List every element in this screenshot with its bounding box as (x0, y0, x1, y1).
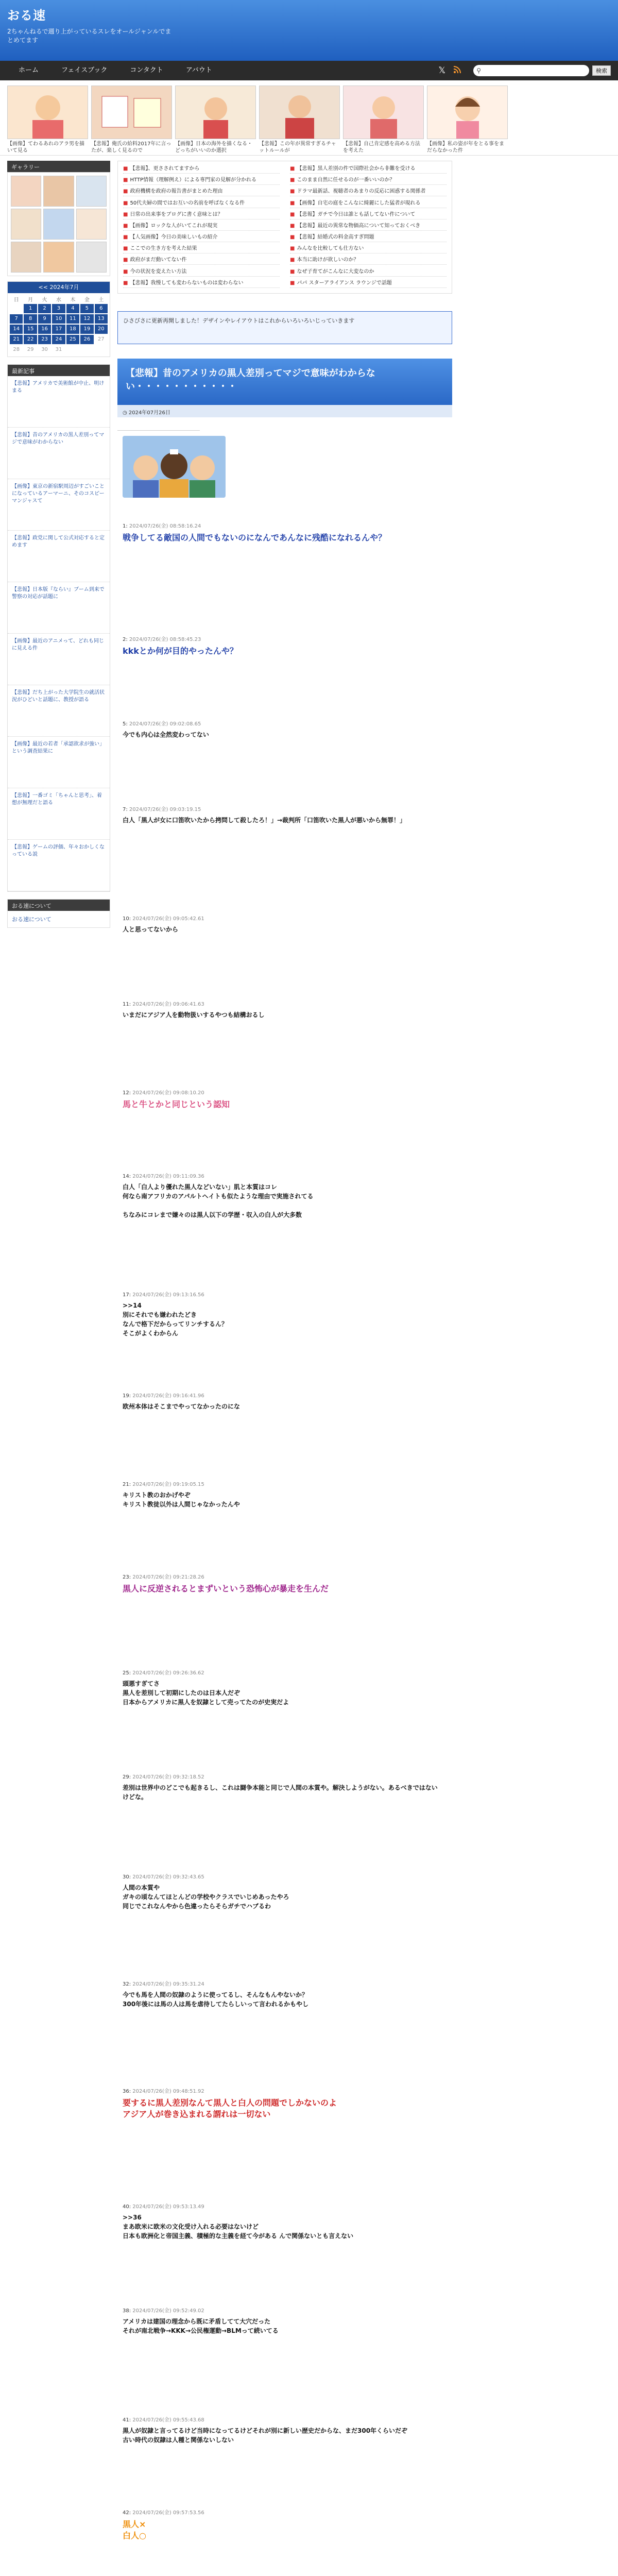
comment-date: 2024/07/26(金) 08:58:45.23 (129, 637, 201, 642)
calendar-day[interactable]: 11 (66, 314, 79, 324)
bullet-icon: ■ (290, 246, 295, 252)
pickup-card[interactable] (427, 86, 508, 154)
recent-post-link[interactable]: 【画像】最近の若者「承認欲求が強い」という調査結果に (8, 737, 110, 788)
search-button[interactable]: 検索 (592, 65, 611, 76)
comment (123, 1088, 442, 1110)
comment-body: 黒人× 白人○ (123, 2519, 146, 2540)
comment-number: 29: (123, 1774, 131, 1780)
pickup-title[interactable]: 【悲報】この年が異常すぎるチャットルールが (259, 141, 336, 154)
headline-link[interactable]: ■ なぜ子育てがこんなに大変なのか (290, 267, 447, 277)
calendar-dow: 木 (70, 297, 76, 303)
headline-link[interactable]: ■ ここでの生き方を考えた結果 (123, 244, 280, 253)
gallery-image[interactable] (43, 209, 74, 240)
calendar-day[interactable]: 7 (10, 314, 23, 324)
calendar-day[interactable]: 13 (95, 314, 108, 324)
comment-body: 今でも馬を人間の奴隷のように使ってるし、そんなもんやないか？ 300年後には馬の人は馬を虐待してたらしいって言われるかもやし (123, 1991, 309, 2008)
calendar-day[interactable]: 19 (80, 325, 93, 334)
nav-facebook[interactable]: フェイスブック (61, 66, 108, 74)
main-content (117, 161, 452, 2540)
comment-date: 2024/07/26(金) 09:32:18.52 (132, 1774, 204, 1780)
gallery-image[interactable] (43, 242, 74, 273)
bullet-icon: ■ (123, 166, 128, 172)
calendar-day[interactable]: 17 (52, 325, 65, 334)
comment-body: kkkとか何が目的やったんや？ (123, 646, 238, 656)
comment (123, 635, 442, 657)
about-title: おる速について (8, 900, 110, 911)
calendar-day[interactable]: 2 (38, 304, 51, 313)
article-meta (117, 405, 452, 417)
comment (123, 2508, 442, 2541)
calendar-day[interactable]: 22 (24, 335, 37, 344)
bullet-icon: ■ (123, 177, 128, 183)
about-link[interactable]: おる速について (12, 916, 52, 923)
headline-link[interactable]: ■ 日常の出来事をブログに書く意味とは？ (123, 210, 280, 219)
comment-date: 2024/07/26(金) 09:06:41.63 (132, 1002, 204, 1007)
comment-number: 40: (123, 2204, 131, 2210)
headline-link[interactable]: ■ 【悲報】、更さされてますから (123, 164, 280, 174)
calendar-day[interactable]: 6 (95, 304, 108, 313)
bullet-icon: ■ (290, 257, 295, 263)
bullet-icon: ■ (123, 223, 128, 229)
headline-link[interactable]: ■ 【悲報】結婚式の料金高すぎ問題 (290, 233, 447, 242)
pickup-title[interactable]: 【画像】私の姿が年をとる事をまだらなかった件 (427, 141, 504, 154)
x-twitter-icon[interactable]: 𝕏 (438, 65, 446, 76)
calendar-day[interactable]: 1 (24, 304, 37, 313)
comment-body: >>36 まあ欧米に欧米の文化受け入れる必要はないけど 日本も欧洲化と帝国主義、積極的な主義を経て今がある んで関係ないとも言えない (123, 2214, 354, 2240)
comment-date: 2024/07/26(金) 09:53:13.49 (132, 2204, 204, 2210)
comment (123, 2202, 442, 2241)
recent-post-link[interactable]: 【悲報】一番ゴミ「ちゃんと思考」、着想が無理だと語る (8, 788, 110, 840)
comment-body: 馬と牛とかと同じという認知 (123, 1099, 230, 1109)
comment (123, 719, 442, 739)
comment (123, 2415, 442, 2445)
comment-date: 2024/07/26(金) 09:26:36.62 (132, 1670, 204, 1676)
bullet-icon: ■ (123, 268, 128, 275)
calendar (7, 281, 110, 357)
calendar-day[interactable]: 16 (38, 325, 51, 334)
headline-link[interactable]: ■ 【悲報】最近の異常な物価高について知っておくべき (290, 222, 447, 231)
about-widget (7, 899, 110, 928)
comment-body: 頭悪すぎてさ 黒人を差別して初期にしたのは日本人だぞ 日本からアメリカに黒人を奴隷として売ってたのが史実だよ (123, 1680, 289, 1706)
calendar-day[interactable]: 23 (38, 335, 51, 344)
bullet-icon: ■ (290, 223, 295, 229)
bullet-icon: ■ (123, 200, 128, 206)
comment (123, 1872, 442, 1911)
headline-list (117, 161, 452, 294)
comment-date: 2024/07/26(金) 09:19:05.15 (132, 1482, 204, 1487)
headline-link[interactable]: ■ 【悲報】黒人差別の件で国際社会から非難を受ける (290, 164, 447, 174)
comment-number: 14: (123, 1174, 131, 1179)
headline-link[interactable]: ■ 【画像】ロックな人がいてこれが現実 (123, 222, 280, 231)
bullet-icon: ■ (290, 166, 295, 172)
calendar-day[interactable]: 15 (24, 325, 37, 334)
calendar-dow: 水 (56, 297, 61, 303)
comment-body: アメリカは建国の理念から既に矛盾してて大穴だった それが南北戦争→KKK→公民権運動→BLMって続いてる (123, 2318, 279, 2334)
comment-body: 白人「白人より優れた黒人などいない」肌と本質はコレ 何なら南アフリカのアパルトヘイトも似たような理由で実施されてる ちなみにコレまで嫌々のは黒人以下の学歴・収入の白人が大多数 (123, 1183, 314, 1218)
comment-number: 5: (123, 721, 128, 727)
pickup-title[interactable]: 【画像】日本の海外を描くなる・どっちがいいのか選択 (175, 141, 252, 154)
calendar-dow: 土 (98, 297, 104, 303)
calendar-dow: 日 (13, 297, 19, 303)
article-image (123, 436, 226, 498)
bullet-icon: ■ (290, 280, 295, 286)
comment-number: 38: (123, 2308, 131, 2314)
gallery-image[interactable] (11, 209, 41, 240)
calendar-day[interactable]: 21 (10, 335, 23, 344)
calendar-day[interactable]: 10 (52, 314, 65, 324)
comment (123, 1668, 442, 1707)
recent-post-link[interactable]: 【画像】最近のアニメって、どれも同じに見える件 (8, 634, 110, 685)
comment-body: 今でも内心は全然変わってない (123, 731, 209, 738)
comment-date: 2024/07/26(金) 09:02:08.65 (129, 721, 201, 727)
headline-link[interactable]: ■ 本当に助けが欲しいのか？ (290, 256, 447, 265)
calendar-day[interactable]: 24 (52, 335, 65, 344)
recent-posts-title: 最新記事 (8, 365, 110, 376)
search-input[interactable] (483, 66, 586, 75)
calendar-dow: 月 (28, 297, 33, 303)
comment (123, 1480, 442, 1509)
comment-date: 2024/07/26(金) 09:32:43.65 (132, 1874, 204, 1880)
comment-number: 7: (123, 807, 128, 812)
headline-link[interactable]: ■ このまま自然に任せるのが一番いいのか？ (290, 176, 447, 185)
pickup-title[interactable]: 【悲報】自己肯定感を高める方法を考えた (343, 141, 420, 154)
headline-link[interactable]: ■ みんなを比較しても仕方ない (290, 244, 447, 253)
calendar-day[interactable]: 8 (24, 314, 37, 324)
comment-number: 30: (123, 1874, 131, 1880)
comment-date: 2024/07/26(金) 08:58:16.24 (129, 523, 201, 529)
headline-link[interactable]: ■ 今の状況を変えたい方法 (123, 267, 280, 277)
headline-link[interactable]: ■ 【人気画像】今日の美味しいもの紹介 (123, 233, 280, 242)
comment-date: 2024/07/26(金) 09:08:10.20 (132, 1090, 204, 1096)
nav-about[interactable]: アバウト (185, 66, 212, 74)
comment-date: 2024/07/26(金) 09:35:31.24 (132, 1981, 204, 1987)
bullet-icon: ■ (123, 211, 128, 217)
headline-link[interactable]: ■ 政府機構を政府の報告書がまとめた理由 (123, 187, 280, 196)
comment (123, 2306, 442, 2335)
recent-post-link[interactable]: 【悲報】だち上がった大学院生の就活状況がひどいと話題に、教授が語る (8, 685, 110, 737)
calendar-day: 31 (52, 345, 65, 354)
comment (123, 2087, 442, 2120)
headline-link[interactable]: ■ 政府がまだ動いてない件 (123, 256, 280, 265)
comment-body: 人と思ってないから (123, 926, 179, 933)
headline-link[interactable]: ■ ドラマ最新話、視聴者のあまりの反応に困惑する関係者 (290, 187, 447, 196)
comment (123, 1572, 442, 1595)
bullet-icon: ■ (123, 257, 128, 263)
recent-post-link[interactable]: 【悲報】アメリカで美術館が中止、明けまる (8, 376, 110, 428)
bullet-icon: ■ (290, 268, 295, 275)
global-nav (0, 61, 618, 80)
comment-body: 白人「黒人が女に口笛吹いたから拷問して殺したろ！」→裁判所「口笛吹いた黒人が悪いから無罪！」 (123, 817, 406, 824)
comment-body: 黒人が奴隷と言ってるけど当時になってるけどそれが別に新しい歴史だからな、まだ300年くらいだぞ 古い時代の奴隷は人種と関係ないしない (123, 2427, 408, 2444)
gallery-image[interactable] (76, 242, 107, 273)
calendar-header[interactable]: << 2024年7月 (8, 282, 110, 293)
comment-body: 欧州本体はそこまでやってなかったのにな (123, 1403, 241, 1410)
comment-date: 2024/07/26(金) 09:05:42.61 (132, 916, 204, 922)
bullet-icon: ■ (123, 280, 128, 286)
calendar-day[interactable]: 12 (80, 314, 93, 324)
comment (123, 1391, 442, 1411)
article-title[interactable]: 【悲報】昔のアメリカの黒人差別ってマジで意味がわからない・・・・・・・・・・・ (126, 368, 375, 392)
pickup-card[interactable] (343, 86, 424, 154)
pickup-strip (0, 80, 618, 156)
comment-number: 10: (123, 916, 131, 922)
recent-post-link[interactable]: 【悲報】昔のアメリカの黒人差別ってマジで意味がわからない (8, 428, 110, 479)
article-header (117, 359, 452, 405)
recent-posts (7, 364, 110, 892)
comment (123, 914, 442, 934)
bullet-icon: ■ (290, 234, 295, 241)
comment-number: 17: (123, 1292, 131, 1298)
gallery-image[interactable] (43, 176, 74, 207)
comment-number: 42: (123, 2510, 131, 2516)
comment-body: 差別は世界中のどこでも起きるし、これは闘争本能と同じで人間の本質や。解決しようがない。あるべきではないけどな。 (123, 1784, 438, 1801)
comment-date: 2024/07/26(金) 09:11:09.36 (132, 1174, 204, 1179)
comment-body: いまだにアジア人を動物扱いするやつも結構おるし (123, 1011, 265, 1019)
comment-body: >>14 別にそれでも嫌われたどき なんで格下だからってリンチするん？ そこがよくわからん (123, 1302, 228, 1337)
comment-body: 要するに黒人差別なんて黒人と白人の問題でしかないのよ アジア人が巻き込まれる謂れは一切ない (123, 2098, 337, 2119)
headline-link[interactable]: ■ 50代夫婦の間ではお互いの名前を呼ばなくなる件 (123, 199, 280, 208)
bullet-icon: ■ (290, 211, 295, 217)
comment-number: 12: (123, 1090, 131, 1096)
gallery-image[interactable] (11, 242, 41, 273)
recent-post-link[interactable]: 【画像】東京の新宿駅周辺がすごいことになっているアーマーニ、そのコスピーマンジャスて (8, 479, 110, 531)
comment (123, 805, 442, 825)
bullet-icon: ■ (290, 177, 295, 183)
comment-date: 2024/07/26(金) 09:48:51.92 (132, 2089, 204, 2094)
calendar-day: 28 (10, 345, 23, 354)
gallery-image[interactable] (76, 209, 107, 240)
gallery-title: ギャラリー (7, 161, 110, 172)
comment (123, 1772, 442, 1802)
headline-link[interactable]: ■ HTTP情報（理解例え）による専門家の見解が分かれる (123, 176, 280, 185)
recent-post-link[interactable]: 【悲報】ゲームの評価、年々おかしくなっている説 (8, 840, 110, 891)
rss-icon[interactable] (450, 65, 465, 76)
calendar-day[interactable]: 3 (52, 304, 65, 313)
comment (123, 521, 442, 544)
bullet-icon: ■ (123, 189, 128, 195)
calendar-grid (8, 293, 110, 357)
pickup-thumbnail[interactable] (91, 86, 172, 139)
calendar-day (10, 304, 23, 313)
calendar-day[interactable]: 9 (38, 314, 51, 324)
gallery-image[interactable] (11, 176, 41, 207)
comment-date: 2024/07/26(金) 09:16:41.96 (132, 1393, 204, 1399)
calendar-day: 29 (24, 345, 37, 354)
pickup-thumbnail[interactable] (175, 86, 256, 139)
calendar-day[interactable]: 25 (66, 335, 79, 344)
comment-number: 19: (123, 1393, 131, 1399)
search-icon: ⚲ (476, 67, 481, 74)
pickup-card[interactable] (7, 86, 88, 154)
bullet-icon: ■ (123, 246, 128, 252)
pickup-thumbnail[interactable] (7, 86, 88, 139)
comment-number: 1: (123, 523, 128, 529)
comment-number: 25: (123, 1670, 131, 1676)
pickup-card[interactable] (259, 86, 340, 154)
bullet-icon: ■ (290, 200, 295, 206)
bullet-icon: ■ (123, 234, 128, 241)
comment-number: 41: (123, 2417, 131, 2423)
comment-number: 23: (123, 1574, 131, 1580)
comment-number: 21: (123, 1482, 131, 1487)
comment-date: 2024/07/26(金) 09:21:28.26 (132, 1574, 204, 1580)
comment-body: 黒人に反逆されるとまずいという恐怖心が暴走を生んだ (123, 1584, 329, 1594)
comment-body: キリスト教のおかげやぞ キリスト教徒以外は人間じゃなかったんや (123, 1492, 240, 1508)
comment-number: 11: (123, 1002, 131, 1007)
calendar-day: 30 (38, 345, 51, 354)
pickup-title[interactable]: 【悲報】俺氏の給料2017年に言ったが、楽しく見るので (91, 141, 171, 154)
calendar-day[interactable]: 4 (66, 304, 79, 313)
clock-icon: ◷ (123, 410, 127, 416)
divider (117, 422, 200, 431)
comment (123, 1172, 442, 1219)
comment (123, 999, 442, 1020)
calendar-day: 27 (95, 335, 108, 344)
comment (123, 1979, 442, 2009)
site-description: 2ちゃんねるで週り上がっているスレをオールジャンルでまとめてます (7, 28, 171, 44)
comment-date: 2024/07/26(金) 09:55:43.68 (132, 2417, 204, 2423)
update-notice: ひさびさに更新再開しました！デザインやレイアウトはこれからいろいろいじっていきます (117, 311, 452, 344)
comment-date: 2024/07/26(金) 09:03:19.15 (129, 807, 201, 812)
search-box (473, 65, 589, 76)
calendar-day[interactable]: 5 (80, 304, 93, 313)
calendar-day[interactable]: 18 (66, 325, 79, 334)
calendar-day[interactable]: 26 (80, 335, 93, 344)
headline-link[interactable]: ■ 【悲報】我慢しても変わらないものは変わらない (123, 279, 280, 288)
nav-home[interactable]: ホーム (19, 66, 39, 74)
pickup-card[interactable] (91, 86, 172, 154)
calendar-dow: 火 (42, 297, 47, 303)
headline-link[interactable]: ■ 【画像】自宅の庭をこんなに綺麗にした猛者が現れる (290, 199, 447, 208)
bullet-icon: ■ (290, 189, 295, 195)
calendar-day[interactable]: 20 (95, 325, 108, 334)
recent-post-link[interactable]: 【悲報】日本版『ならい』ブーム到来で警察の対応が話題に (8, 582, 110, 634)
comment-body: 戦争してる敵国の人間でもないのになんであんなに残酷になれるんや？ (123, 533, 387, 543)
comment-date: 2024/07/26(金) 09:13:16.56 (132, 1292, 204, 1298)
pickup-thumbnail[interactable] (259, 86, 340, 139)
calendar-dow: 金 (84, 297, 90, 303)
comment-number: 36: (123, 2089, 131, 2094)
headline-link[interactable]: ■ パパ スターアライアンス ラウンジで話題 (290, 279, 447, 288)
comment-body: 人間の本質や ガキの頃なんてほとんどの学校やクラスでいじめあったやろ 同じでこれなんやから色違ったらそらガチでハブるわ (123, 1884, 289, 1910)
recent-post-link[interactable]: 【悲報】政党に関して公式対応すると定めます (8, 531, 110, 582)
comment-number: 2: (123, 637, 128, 642)
gallery-image[interactable] (76, 176, 107, 207)
left-sidebar (7, 161, 110, 928)
pickup-thumbnail[interactable] (427, 86, 508, 139)
site-header (0, 0, 618, 61)
comment-number: 32: (123, 1981, 131, 1987)
headline-link[interactable]: ■ 【悲報】ガチで今日は誰とも話してない件について (290, 210, 447, 219)
gallery (7, 172, 110, 276)
comment-date: 2024/07/26(金) 09:57:53.56 (132, 2510, 204, 2516)
pickup-card[interactable] (175, 86, 256, 154)
calendar-day[interactable]: 14 (10, 325, 23, 334)
nav-contact[interactable]: コンタクト (130, 66, 163, 74)
pickup-thumbnail[interactable] (343, 86, 424, 139)
comment-date: 2024/07/26(金) 09:52:49.02 (132, 2308, 204, 2314)
article-date: 2024年07月26日 (128, 410, 170, 416)
comment (123, 1290, 442, 1338)
site-title[interactable]: おる速 (7, 8, 46, 23)
pickup-title[interactable]: 【画像】てわるあれのアラ男を描いて見る (7, 141, 84, 154)
